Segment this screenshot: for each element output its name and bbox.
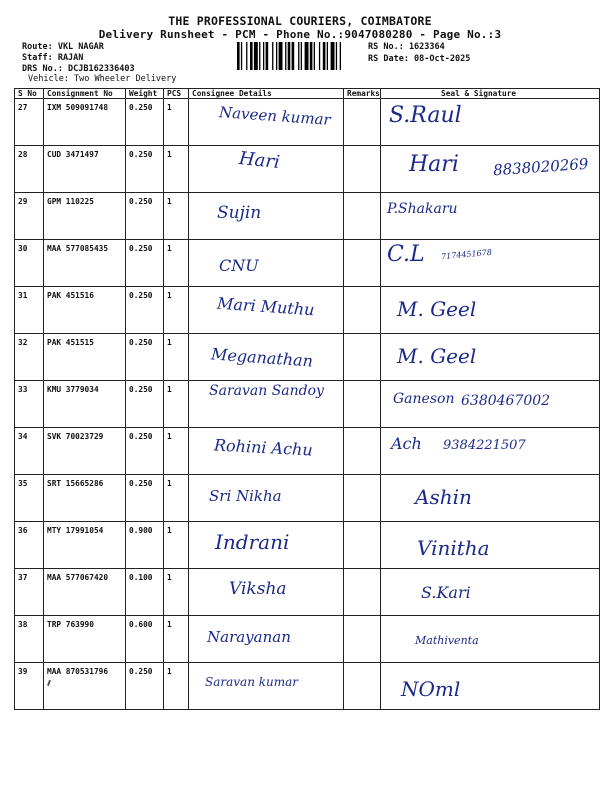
row-pcs: 1: [164, 334, 189, 381]
row-consignment-no: MAA 577067420: [44, 569, 126, 616]
row-sno: 34: [15, 428, 44, 475]
table-row: [15, 569, 600, 616]
row-remarks: [344, 616, 381, 663]
row-weight: 0.250: [126, 99, 164, 146]
row-sno: 33: [15, 381, 44, 428]
rs-number: RS No.: 1623364: [368, 42, 445, 52]
row-consignment-no: GPM 110225: [44, 193, 126, 240]
row-pcs: 1: [164, 240, 189, 287]
row-weight: 0.250: [126, 287, 164, 334]
table-row: [15, 193, 600, 240]
row-consignee-details: [189, 381, 344, 428]
row-seal-signature: [381, 240, 600, 287]
row-remarks: [344, 428, 381, 475]
row-seal-signature: [381, 193, 600, 240]
row-sno: 36: [15, 522, 44, 569]
row-consignee-details: [189, 193, 344, 240]
row-consignment-no: PAK 451516: [44, 287, 126, 334]
row-weight: 0.250: [126, 381, 164, 428]
row-pcs: 1: [164, 475, 189, 522]
row-remarks: [344, 663, 381, 710]
row-sno: 35: [15, 475, 44, 522]
row-sno: 37: [15, 569, 44, 616]
col-consignee-header: Consignee Details: [189, 89, 344, 99]
row-weight: 0.250: [126, 146, 164, 193]
row-consignee-details: [189, 334, 344, 381]
handwritten-signature: S.Raul: [389, 103, 462, 128]
row-consignment-no: MAA 870531796: [44, 663, 126, 710]
row-sno: 31: [15, 287, 44, 334]
table-row: [15, 146, 600, 193]
vehicle-label: Vehicle: Two Wheeler Delivery: [28, 74, 177, 84]
row-remarks: [344, 334, 381, 381]
row-weight: 0.250: [126, 193, 164, 240]
table-row: [15, 381, 600, 428]
consignee-handwritten-name: Saravan kumar: [205, 675, 299, 689]
row-consignee-details: [189, 240, 344, 287]
row-sno: 32: [15, 334, 44, 381]
row-pcs: 1: [164, 428, 189, 475]
row-seal-signature: [381, 663, 600, 710]
row-consignee-details: [189, 522, 344, 569]
handwritten-signature: NOml: [401, 677, 461, 701]
row-seal-signature: [381, 99, 600, 146]
row-sno: 29: [15, 193, 44, 240]
runsheet-table: [14, 88, 600, 710]
row-consignment-no: MAA 577085435: [44, 240, 126, 287]
row-pcs: 1: [164, 193, 189, 240]
row-sno: 30: [15, 240, 44, 287]
row-seal-signature: [381, 522, 600, 569]
consignee-handwritten-name: Mari Muthu: [216, 293, 316, 320]
row-weight: 0.600: [126, 616, 164, 663]
row-consignment-no: MTY 17991054: [44, 522, 126, 569]
col-weight-header: Weight: [126, 89, 164, 99]
row-seal-signature: [381, 381, 600, 428]
row-weight: 0.250: [126, 663, 164, 710]
drs-label: DRS No.: DCJB162336403: [22, 64, 135, 74]
table-row: [15, 522, 600, 569]
consignee-handwritten-name: Meganathan: [210, 344, 314, 371]
row-sno: 39: [15, 663, 44, 710]
table-header-row: [15, 89, 600, 99]
consignee-handwritten-name: CNU: [219, 256, 259, 275]
row-weight: 0.250: [126, 240, 164, 287]
row-seal-signature: [381, 428, 600, 475]
row-weight: 0.250: [126, 428, 164, 475]
row-consignment-no: TRP 763990: [44, 616, 126, 663]
row-remarks: [344, 569, 381, 616]
row-remarks: [344, 193, 381, 240]
row-consignment-no: SVK 70023729: [44, 428, 126, 475]
handwritten-signature: S.Kari: [421, 583, 471, 602]
row-consignee-details: [189, 616, 344, 663]
handwritten-signature: C.L: [387, 242, 425, 267]
row-weight: 0.100: [126, 569, 164, 616]
runsheet-subtitle: Delivery Runsheet - PCM - Phone No.:9047080280 - Page No.:3: [98, 28, 502, 41]
table-row: [15, 287, 600, 334]
row-seal-signature: [381, 616, 600, 663]
row-pcs: 1: [164, 99, 189, 146]
row-seal-signature: [381, 569, 600, 616]
row-consignee-details: [189, 569, 344, 616]
document-title: THE PROFESSIONAL COURIERS, COIMBATORE: [168, 14, 432, 28]
row-weight: 0.250: [126, 334, 164, 381]
row-seal-signature: [381, 287, 600, 334]
consignee-handwritten-name: Indrani: [215, 530, 290, 554]
row-consignment-no: KMU 3779034: [44, 381, 126, 428]
row-seal-signature: [381, 475, 600, 522]
row-remarks: [344, 475, 381, 522]
handwritten-signature: Hari: [409, 152, 459, 177]
handwritten-phone-number: 8838020269: [492, 154, 589, 180]
row-weight: 0.900: [126, 522, 164, 569]
barcode-image: [237, 42, 365, 70]
row-seal-signature: [381, 146, 600, 193]
row-sno: 38: [15, 616, 44, 663]
row-remarks: [344, 146, 381, 193]
row-sno: 27: [15, 99, 44, 146]
row-consignee-details: [189, 99, 344, 146]
row-remarks: [344, 381, 381, 428]
consignee-handwritten-name: Rohini Achu: [213, 435, 314, 460]
row-pcs: 1: [164, 616, 189, 663]
col-signature-header: Seal & Signature: [381, 89, 600, 99]
consignee-handwritten-name: Saravan Sandoy: [209, 383, 324, 399]
row-consignment-no: IXM 509091748: [44, 99, 126, 146]
handwritten-signature: M. Geel: [397, 297, 477, 321]
col-consignment-header: Consignment No: [44, 89, 126, 99]
row-seal-signature: [381, 334, 600, 381]
handwritten-signature: Ganeson: [393, 391, 455, 407]
col-pcs-header: PCS: [164, 89, 189, 99]
table-row: [15, 334, 600, 381]
table-row: [15, 475, 600, 522]
consignee-handwritten-name: Hari: [238, 147, 281, 174]
row-pcs: 1: [164, 287, 189, 334]
handwritten-signature: P.Shakaru: [387, 201, 458, 217]
row-pcs: 1: [164, 522, 189, 569]
table-row: [15, 99, 600, 146]
row-consignee-details: [189, 146, 344, 193]
row-pcs: 1: [164, 569, 189, 616]
row-consignment-no: SRT 15665286: [44, 475, 126, 522]
handwritten-signature: Vinitha: [417, 536, 490, 560]
row-consignee-details: [189, 475, 344, 522]
table-row: [15, 428, 600, 475]
consignee-handwritten-name: Narayanan: [207, 628, 291, 646]
row-sno: 28: [15, 146, 44, 193]
staff-label: Staff: RAJAN: [22, 53, 84, 63]
handwritten-phone-number: 7174451678: [440, 247, 493, 262]
row-consignee-details: [189, 663, 344, 710]
table-row: [15, 663, 600, 710]
handwritten-signature: M. Geel: [397, 344, 477, 368]
col-sno-header: S No: [15, 89, 44, 99]
consignee-handwritten-name: Naveen kumar: [218, 103, 332, 129]
consignee-handwritten-name: Sri Nikha: [209, 487, 282, 505]
table-row: [15, 240, 600, 287]
row-consignment-no: CUD 3471497: [44, 146, 126, 193]
row-consignment-no: PAK 451515: [44, 334, 126, 381]
row-pcs: 1: [164, 146, 189, 193]
row-remarks: [344, 240, 381, 287]
row-weight: 0.250: [126, 475, 164, 522]
row-consignee-details: [189, 287, 344, 334]
row-consignee-details: [189, 428, 344, 475]
handwritten-signature: Mathiventa: [415, 634, 479, 647]
consignee-handwritten-name: Viksha: [229, 579, 287, 599]
rs-date: RS Date: 08-Oct-2025: [368, 54, 471, 64]
table-row: [15, 616, 600, 663]
row-pcs: 1: [164, 381, 189, 428]
col-remarks-header: Remarks: [344, 89, 381, 99]
handwritten-signature: Ashin: [415, 485, 472, 509]
handwritten-phone-number: 9384221507: [443, 438, 526, 453]
handwritten-phone-number: 6380467002: [461, 393, 551, 409]
row-pcs: 1: [164, 663, 189, 710]
handwritten-signature: Ach: [391, 434, 422, 453]
row-remarks: [344, 522, 381, 569]
row-remarks: [344, 99, 381, 146]
consignee-handwritten-name: Sujin: [217, 203, 262, 223]
row-remarks: [344, 287, 381, 334]
route-label: Route: VKL NAGAR: [22, 42, 104, 52]
